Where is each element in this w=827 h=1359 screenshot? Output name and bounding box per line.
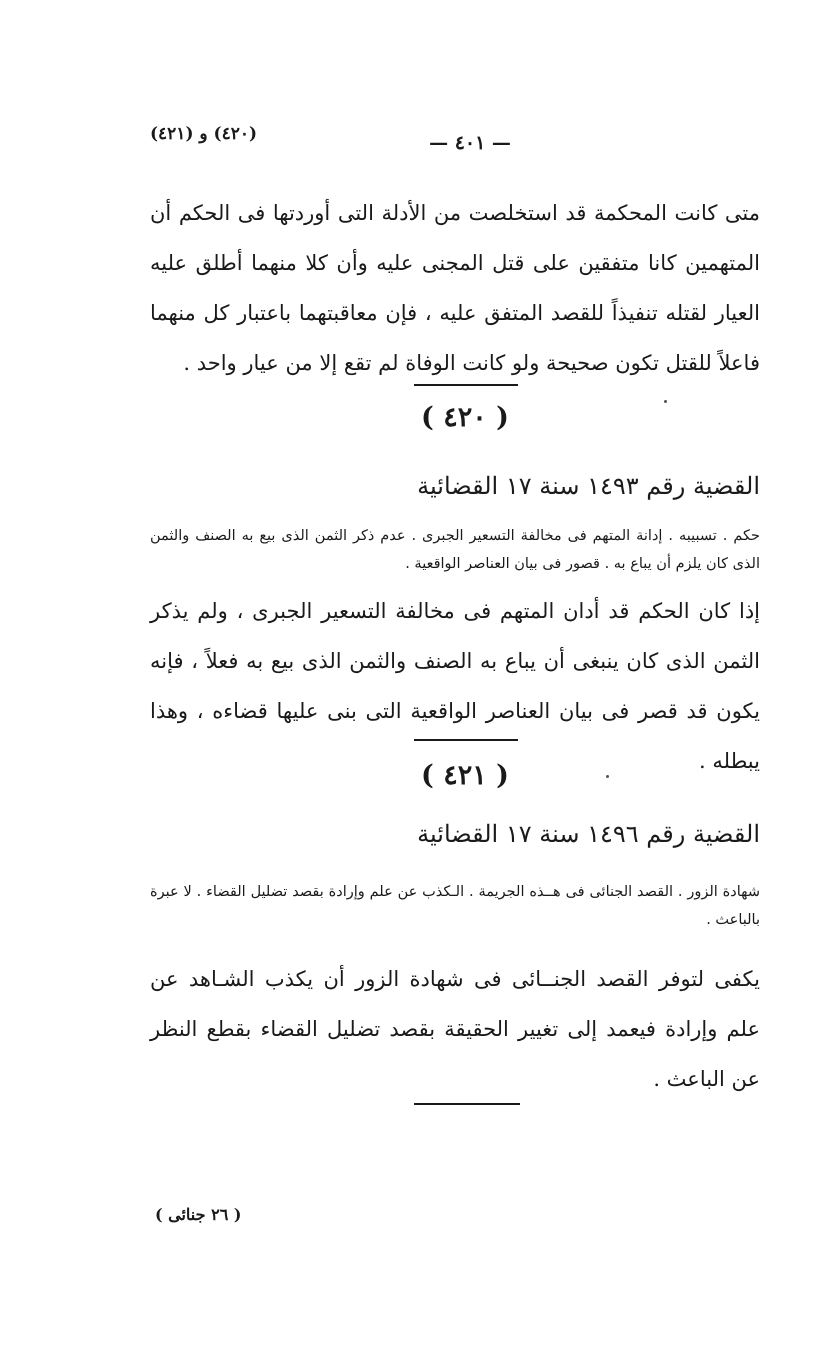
speck xyxy=(606,775,609,778)
page-number: — ٤٠١ — xyxy=(429,132,511,154)
speck xyxy=(664,400,667,403)
case-number: ( ٤٢١ ) xyxy=(421,760,509,791)
case-reference: القضية رقم ١٤٩٦ سنة ١٧ القضائية xyxy=(417,820,760,848)
intro-paragraph: متى كانت المحكمة قد استخلصت من الأدلة التى أوردتها فى الحكم أن المتهمين كانا متفقين على قتل المجنى عليه وأن كلا منهما أطلق عليه العيار لقتله تنفيذاً للقصد المتفق عليه ، فإن معاقبتهما باعتبار كل منهما فاعلاً للقتل تكون صحيحة ولو كانت الوفاة لم تقع إلا من عيار واحد . xyxy=(150,201,760,375)
case-ruling: إذا كان الحكم قد أدان المتهم فى مخالفة التسعير الجبرى ، ولم يذكر الثمن الذى كان ينبغى أن يباع به الصنف والثمن الذى بيع به فعلاً ، فإنه يكون قد قصر فى بيان العناصر الواقعية التى بنى عليها قضاءه ، وهذا يبطله . xyxy=(150,599,760,773)
separator-rule xyxy=(414,384,518,386)
case-number: ( ٤٢٠ ) xyxy=(421,402,509,433)
separator-rule xyxy=(414,739,518,741)
footer-signature: ( ٢٦ جنائى ) xyxy=(155,1205,242,1224)
case-ruling: يكفى لتوفر القصد الجنــائى فى شهادة الزور أن يكذب الشـاهد عن علم وإرادة فيعمد إلى تغيير الحقيقة بقصد تضليل القضاء بقطع النظر عن الباعث . xyxy=(150,967,760,1091)
end-rule xyxy=(414,1103,520,1105)
case-summary: شهادة الزور . القصد الجنائى فى هــذه الجريمة . الـكذب عن علم وإرادة بقصد تضليل القضاء . لا عبرة بالباعث . xyxy=(150,884,760,928)
header-case-range: (٤٢٠) و (٤٢١) xyxy=(150,124,258,144)
case-summary: حكم . تسبيبه . إدانة المتهم فى مخالفة التسعير الجبرى . عدم ذكر الثمن الذى بيع به الصنف والثمن الذى كان يلزم أن يباع به . قصور فى بيان العناصر الواقعية . xyxy=(150,528,760,572)
case-reference: القضية رقم ١٤٩٣ سنة ١٧ القضائية xyxy=(417,472,760,500)
